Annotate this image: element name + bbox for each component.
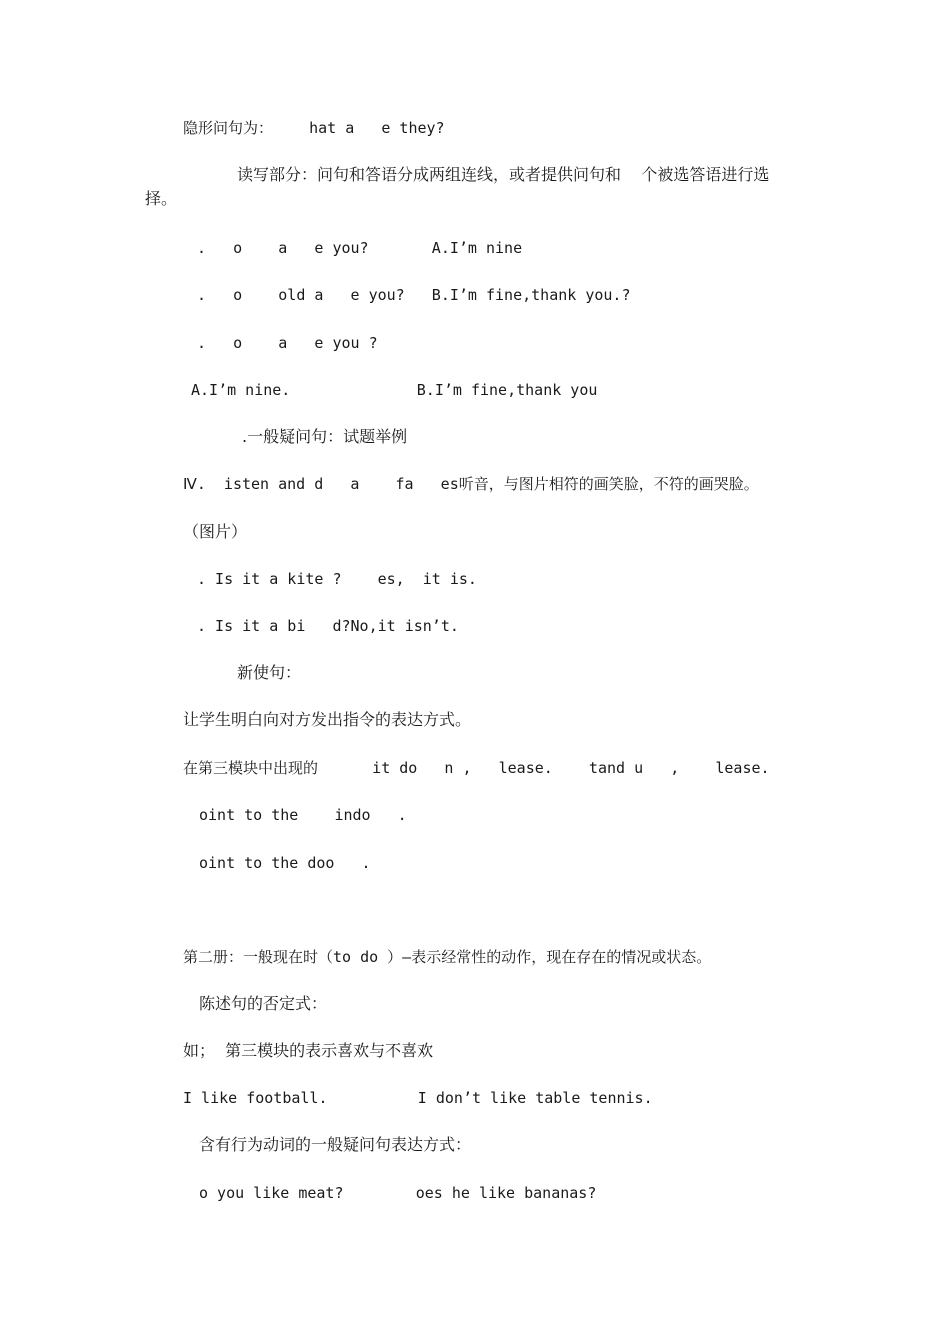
choice-answers: A.I’m nine. B.I’m fine,thank you [191, 381, 598, 399]
reading-writing-line-continued: 择。 [145, 189, 178, 208]
general-question-heading: .一般疑问句：试题举例 [242, 427, 408, 446]
hidden-question-line: 隐形问句为： hat a e they? [183, 119, 445, 137]
choice-question: . o a e you ? [197, 334, 378, 352]
matching-item-1: . o a e you? A.I’m nine [197, 239, 523, 257]
picture-placeholder: （图片） [183, 522, 248, 541]
command-window: oint to the indo . [199, 806, 407, 824]
negative-form-heading: 陈述句的否定式： [199, 994, 328, 1013]
like-dislike-example-heading: 如； 第三模块的表示喜欢与不喜欢 [183, 1041, 434, 1060]
imperative-description: 让学生明白向对方发出指令的表达方式。 [183, 710, 472, 729]
book-two-heading: 第二册：一般现在时（to do ）—表示经常性的动作，现在存在的情况或状态。 [183, 948, 712, 966]
action-verb-question-heading: 含有行为动词的一般疑问句表达方式： [199, 1135, 472, 1154]
example-question-1: . Is it a kite ? es, it is. [197, 570, 477, 588]
module-three-commands: 在第三模块中出现的 it do n , lease. tand u , lease. [183, 759, 770, 777]
like-dislike-sentences: I like football. I don’t like table tennis. [183, 1089, 653, 1107]
listening-instruction: Ⅳ. isten and d a fa es听音，与图片相符的画笑脸，不符的画哭脸。 [183, 475, 759, 493]
matching-item-2: . o old a e you? B.I’m fine,thank you.? [197, 286, 631, 304]
example-question-2: . Is it a bi d?No,it isn’t. [197, 617, 459, 635]
command-door: oint to the doo . [199, 854, 371, 872]
action-verb-question-examples: o you like meat? oes he like bananas? [199, 1184, 597, 1202]
imperative-heading: 新使句： [237, 663, 302, 682]
reading-writing-line: 读写部分：问句和答语分成两组连线，或者提供问句和 个被选答语进行选 [237, 165, 770, 184]
